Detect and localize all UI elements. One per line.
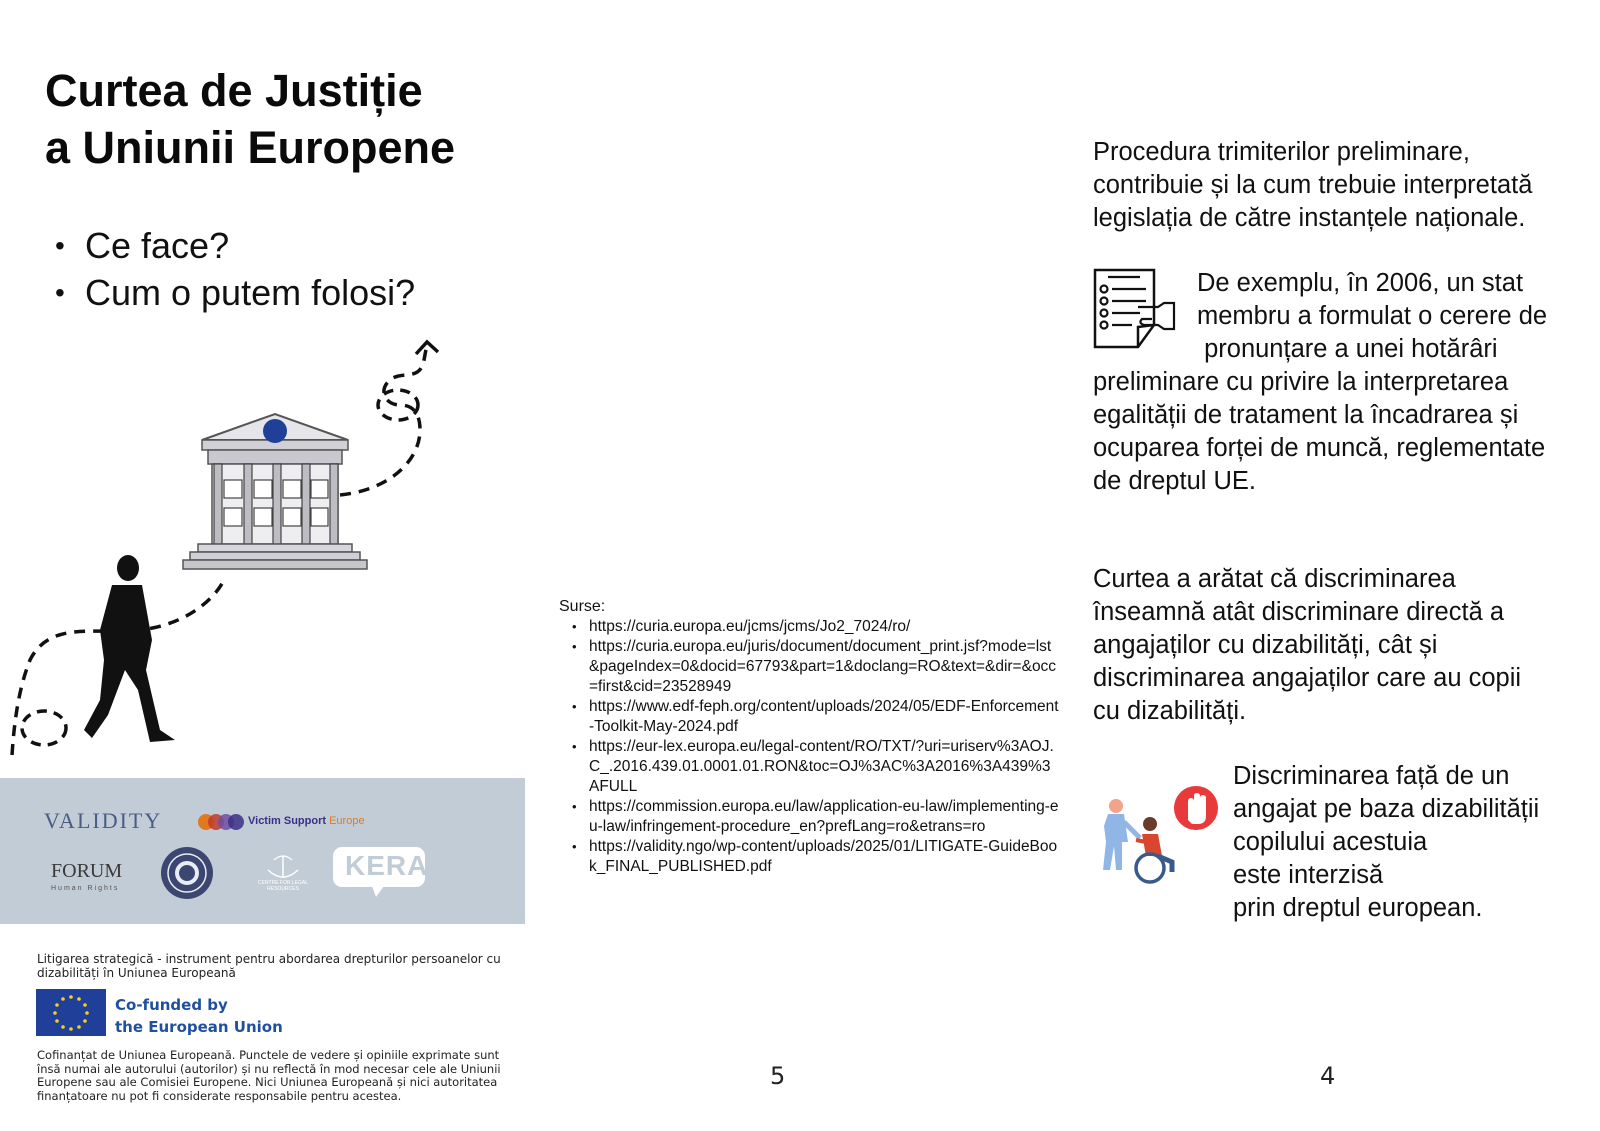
- text-line: De exemplu, în 2006, un stat: [1197, 269, 1524, 297]
- source-link[interactable]: • https://eur-lex.europa.eu/legal-content/RO/TXT/?uri=uriserv%3AOJ.C_.2016.439.01.0001.01.RON&toc=OJ%3AC%3A2016%3A439%3AFULL: [589, 737, 1059, 797]
- eu-cofunded-line: Co-funded by: [115, 996, 228, 1014]
- victim-support-logo: [248, 815, 365, 827]
- question-list: [55, 222, 415, 316]
- kera-logo: KERA: [345, 850, 429, 881]
- source-link[interactable]: • https://curia.europa.eu/jcms/jcms/Jo2_7024/ro/: [589, 617, 1059, 637]
- wheelchair-stop-icon: [1088, 780, 1218, 890]
- text-line: contribuie și la cum trebuie interpretată: [1093, 171, 1533, 199]
- clr-logo-text: CENTRE FOR LEGAL RESOURCES: [257, 880, 308, 892]
- example-paragraph-bottom: [1093, 366, 1583, 498]
- text-line: Curtea a arătat că discriminarea: [1093, 565, 1456, 593]
- eu-disclaimer: Cofinanțat de Uniunea Europeană. Punctele de vedere și opiniile exprimate sunt însă numai ale autorului (autorilor) și nu reflectă în mod necesar cele ale Uniunii Europene sau ale Comisiei Europene. Nici Uniunea Europeană și nici autoritatea finanțatoare nu pot fi considerate responsabile pentru acestea.: [37, 1048, 501, 1103]
- court-finding-paragraph: [1093, 563, 1573, 728]
- page-number: 4: [1320, 1062, 1336, 1090]
- sources-list: [559, 617, 1059, 877]
- discrimination-paragraph: [1233, 760, 1593, 925]
- text-line: legislația de către instanțele naționale.: [1093, 204, 1526, 232]
- text-line: copilului acestuia: [1233, 828, 1428, 856]
- text-line: preliminare cu privire la interpretarea: [1093, 368, 1509, 396]
- text-line: ocuparea forței de muncă, reglementate: [1093, 434, 1546, 462]
- dashed-path: [340, 344, 427, 495]
- project-description: Litigarea strategică - instrument pentru abordarea drepturilor persoanelor cu dizabilități în Uniunea Europeană: [37, 952, 501, 980]
- court-journey-illustration: [0, 330, 460, 770]
- court-building-icon: [183, 414, 367, 569]
- text-line: Discriminarea față de un: [1233, 762, 1510, 790]
- source-link[interactable]: • https://validity.ngo/wp-content/uploads/2025/01/LITIGATE-GuideBook_FINAL_PUBLISHED.pdf: [589, 837, 1059, 877]
- text-line: prin dreptul european.: [1233, 894, 1483, 922]
- page-title: [45, 62, 565, 176]
- question-item: • Cum o putem folosi?: [55, 269, 415, 316]
- example-paragraph-top: [1197, 267, 1587, 366]
- eu-cofunded-label: [115, 994, 283, 1038]
- text-line: angajat pe baza dizabilității: [1233, 795, 1540, 823]
- text-line: de dreptul UE.: [1093, 467, 1257, 495]
- title-line: Curtea de Justiție: [45, 65, 423, 116]
- title-line: a Uniunii Europene: [45, 122, 456, 173]
- victim-support-name: Victim Support: [248, 815, 327, 827]
- validity-logo: VALIDITY: [44, 808, 163, 833]
- text-line: pronunțare a unei hotărâri: [1197, 335, 1498, 363]
- question-item: • Ce face?: [55, 222, 415, 269]
- eu-cofunded-line: the European Union: [115, 1018, 283, 1036]
- text-line: este interzisă: [1233, 861, 1384, 889]
- eu-flag-icon: [36, 989, 106, 1036]
- preliminary-ruling-paragraph: [1093, 136, 1573, 235]
- dashed-loop: [378, 390, 418, 420]
- victim-support-suffix: Europe: [329, 815, 365, 827]
- source-link[interactable]: • https://commission.europa.eu/law/application-eu-law/implementing-eu-law/infringement-procedure_en?prefLang=ro&etrans=ro: [589, 797, 1059, 837]
- human-rights-seal-icon: [160, 846, 214, 900]
- dashed-loop: [22, 711, 66, 745]
- source-link[interactable]: • https://www.edf-feph.org/content/uploads/2024/05/EDF-Enforcement-Toolkit-May-2024.pdf: [589, 697, 1059, 737]
- text-line: Procedura trimiterilor preliminare,: [1093, 138, 1470, 166]
- text-line: discriminarea angajaților care au copii: [1093, 664, 1522, 692]
- text-line: membru a formulat o cerere de: [1197, 302, 1548, 330]
- page-number: 5: [770, 1062, 786, 1090]
- document-hand-icon: [1092, 267, 1178, 351]
- forum-logo-subtitle: Human Rights: [51, 885, 120, 892]
- text-line: angajaților cu dizabilități, cât și: [1093, 631, 1438, 659]
- sources-heading: Surse:: [559, 598, 606, 615]
- text-line: cu dizabilități.: [1093, 697, 1247, 725]
- walking-person-icon: [84, 555, 175, 742]
- source-link[interactable]: • https://curia.europa.eu/juris/document/document_print.jsf?mode=lst&pageIndex=0&docid=67793&part=1&doclang=RO&text=&dir=&occ=first&cid=23528949: [589, 637, 1059, 697]
- text-line: înseamnă atât discriminare directă a: [1093, 598, 1505, 626]
- text-line: egalității de tratament la încadrarea și: [1093, 401, 1519, 429]
- forum-logo: FORUM: [51, 860, 123, 882]
